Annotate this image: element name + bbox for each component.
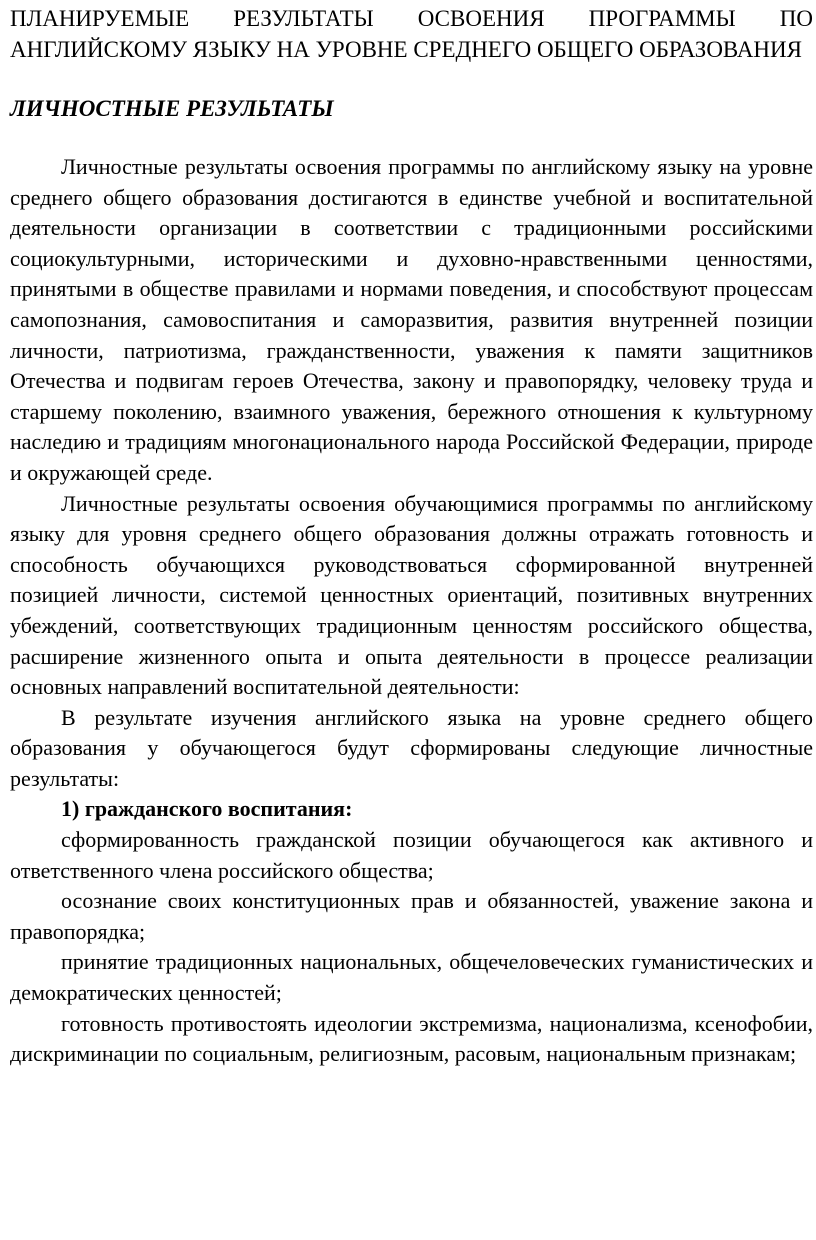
paragraph: В результате изучения английского языка на уровне среднего общего образования у обучающегося будут сформированы следующие личностные результаты: [10, 704, 813, 791]
list-item: принятие традиционных национальных, общечеловеческих гуманистических и демократических ценностей; [10, 949, 813, 1006]
list-item: сформированность гражданской позиции обучающегося как активного и ответственного члена российского общества; [10, 827, 813, 883]
document-body [10, 152, 813, 1070]
paragraph: Личностные результаты освоения программы по английскому языку на уровне среднего общего образования достигаются в единстве учебной и воспитательной деятельности организации в соответствии с традиционными российскими социокультурными, историческими и духовно-нравственными ценностями, принятыми в обществе правилами и нормами поведения, и способствуют процессам самопознания, самовоспитания и саморазвития, развития внутренней позиции личности, патриотизма, гражданственности, уважения к памяти защитников Отечества и подвигам героев Отечества, закону и правопорядку, человеку труда и старшему поколению, взаимного уважения, бережного отношения к культурному наследию и традициям многонационального народа Российской Федерации, природе и окружающей среде. [10, 154, 813, 485]
document-title: ПЛАНИРУЕМЫЕ РЕЗУЛЬТАТЫ ОСВОЕНИЯ ПРОГРАММЫ ПО АНГЛИЙСКОМУ ЯЗЫКУ НА УРОВНЕ СРЕДНЕГО ОБЩЕГО ОБРАЗОВАНИЯ [10, 6, 813, 62]
section-heading: ЛИЧНОСТНЫЕ РЕЗУЛЬТАТЫ [10, 96, 334, 121]
list-item: готовность противостоять идеологии экстремизма, национализма, ксенофобии, дискриминации по социальным, религиозным, расовым, национальным признакам; [10, 1010, 813, 1067]
document-page [10, 0, 813, 1070]
paragraph: Личностные результаты освоения обучающимися программы по английскому языку для уровня среднего общего образования должны отражать готовность и способность обучающихся руководствоваться сформированной внутренней позицией личности, системой ценностных ориентаций, позитивных внутренних убеждений, соответствующих традиционным ценностям российского общества, расширение жизненного опыта и опыта деятельности в процессе реализации основных направлений воспитательной деятельности: [10, 490, 813, 700]
subsection-heading: 1) гражданского воспитания: [61, 796, 353, 822]
list-item: осознание своих конституционных прав и обязанностей, уважение закона и правопорядка; [10, 888, 813, 944]
